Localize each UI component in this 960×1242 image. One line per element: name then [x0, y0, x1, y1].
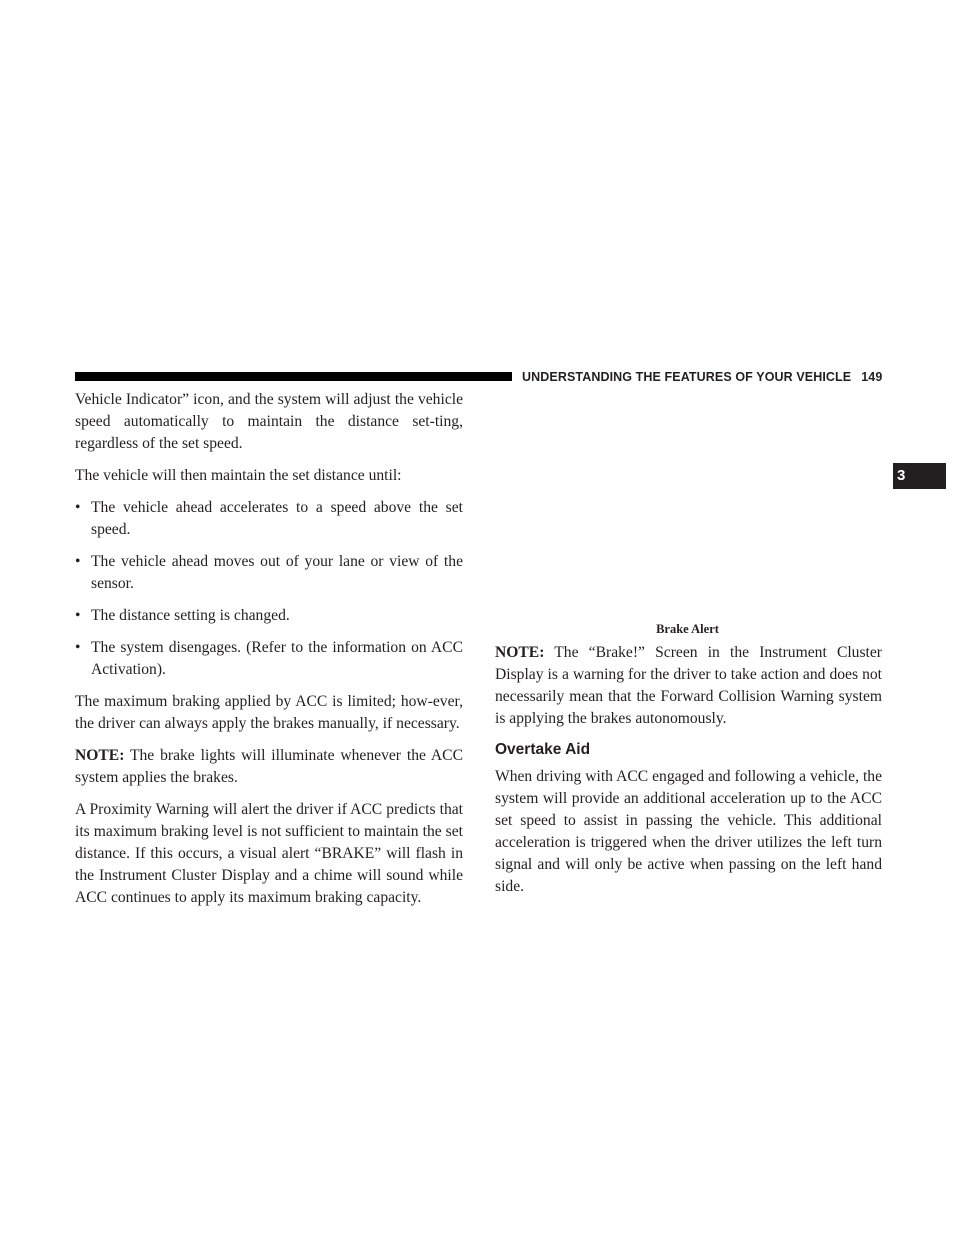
- figure-caption: Brake Alert: [656, 622, 719, 636]
- section-title: UNDERSTANDING THE FEATURES OF YOUR VEHICLE: [522, 370, 852, 384]
- list-item: [75, 605, 463, 627]
- note-paragraph: [75, 745, 463, 789]
- list-item: [75, 637, 463, 681]
- note-text: The brake lights will illuminate whenever the ACC system applies the brakes.: [75, 747, 463, 786]
- paragraph: The vehicle will then maintain the set distance until:: [75, 467, 402, 484]
- bullet-icon: •: [75, 553, 81, 570]
- chapter-tab: 3: [893, 463, 946, 489]
- page-number: 149: [861, 370, 883, 384]
- note-paragraph: [495, 642, 882, 730]
- list-item-text: The distance setting is changed.: [91, 607, 290, 624]
- paragraph: A Proximity Warning will alert the driver if ACC predicts that its maximum braking level is not sufficient to maintain the set distance. If this occurs, a visual alert “BRAKE” will flash in the Instrument Cluster Display and a chime will sound while ACC continues to apply its maximum braking capacity.: [75, 801, 463, 906]
- bullet-icon: •: [75, 639, 81, 656]
- left-column: [75, 389, 463, 919]
- list-item: [75, 497, 463, 541]
- bullet-list: [75, 497, 463, 681]
- right-column: [495, 621, 882, 908]
- note-text: The “Brake!” Screen in the Instrument Cluster Display is a warning for the driver to take action and does not necessarily mean that the Forward Collision Warning system is applying the brakes autonomously.: [495, 644, 882, 727]
- list-item: [75, 551, 463, 595]
- section-heading: Overtake Aid: [495, 741, 591, 758]
- header-rule: [75, 372, 512, 381]
- paragraph: When driving with ACC engaged and following a vehicle, the system will provide an additional acceleration up to the ACC set speed to assist in passing the vehicle. This additional acceleration is triggered when the driver utilizes the left turn signal and will only be active when passing on the left hand side.: [495, 768, 882, 895]
- bullet-icon: •: [75, 499, 81, 516]
- paragraph: Vehicle Indicator” icon, and the system will adjust the vehicle speed automatically to maintain the distance set-ting, regardless of the set speed.: [75, 391, 463, 452]
- paragraph: The maximum braking applied by ACC is limited; how-ever, the driver can always apply the brakes manually, if necessary.: [75, 693, 463, 732]
- list-item-text: The system disengages. (Refer to the information on ACC Activation).: [91, 639, 463, 678]
- list-item-text: The vehicle ahead moves out of your lane or view of the sensor.: [91, 553, 463, 592]
- bullet-icon: •: [75, 607, 81, 624]
- list-item-text: The vehicle ahead accelerates to a speed above the set speed.: [91, 499, 463, 538]
- note-label: NOTE:: [75, 747, 125, 764]
- note-label: NOTE:: [495, 644, 545, 661]
- running-header: [522, 369, 883, 385]
